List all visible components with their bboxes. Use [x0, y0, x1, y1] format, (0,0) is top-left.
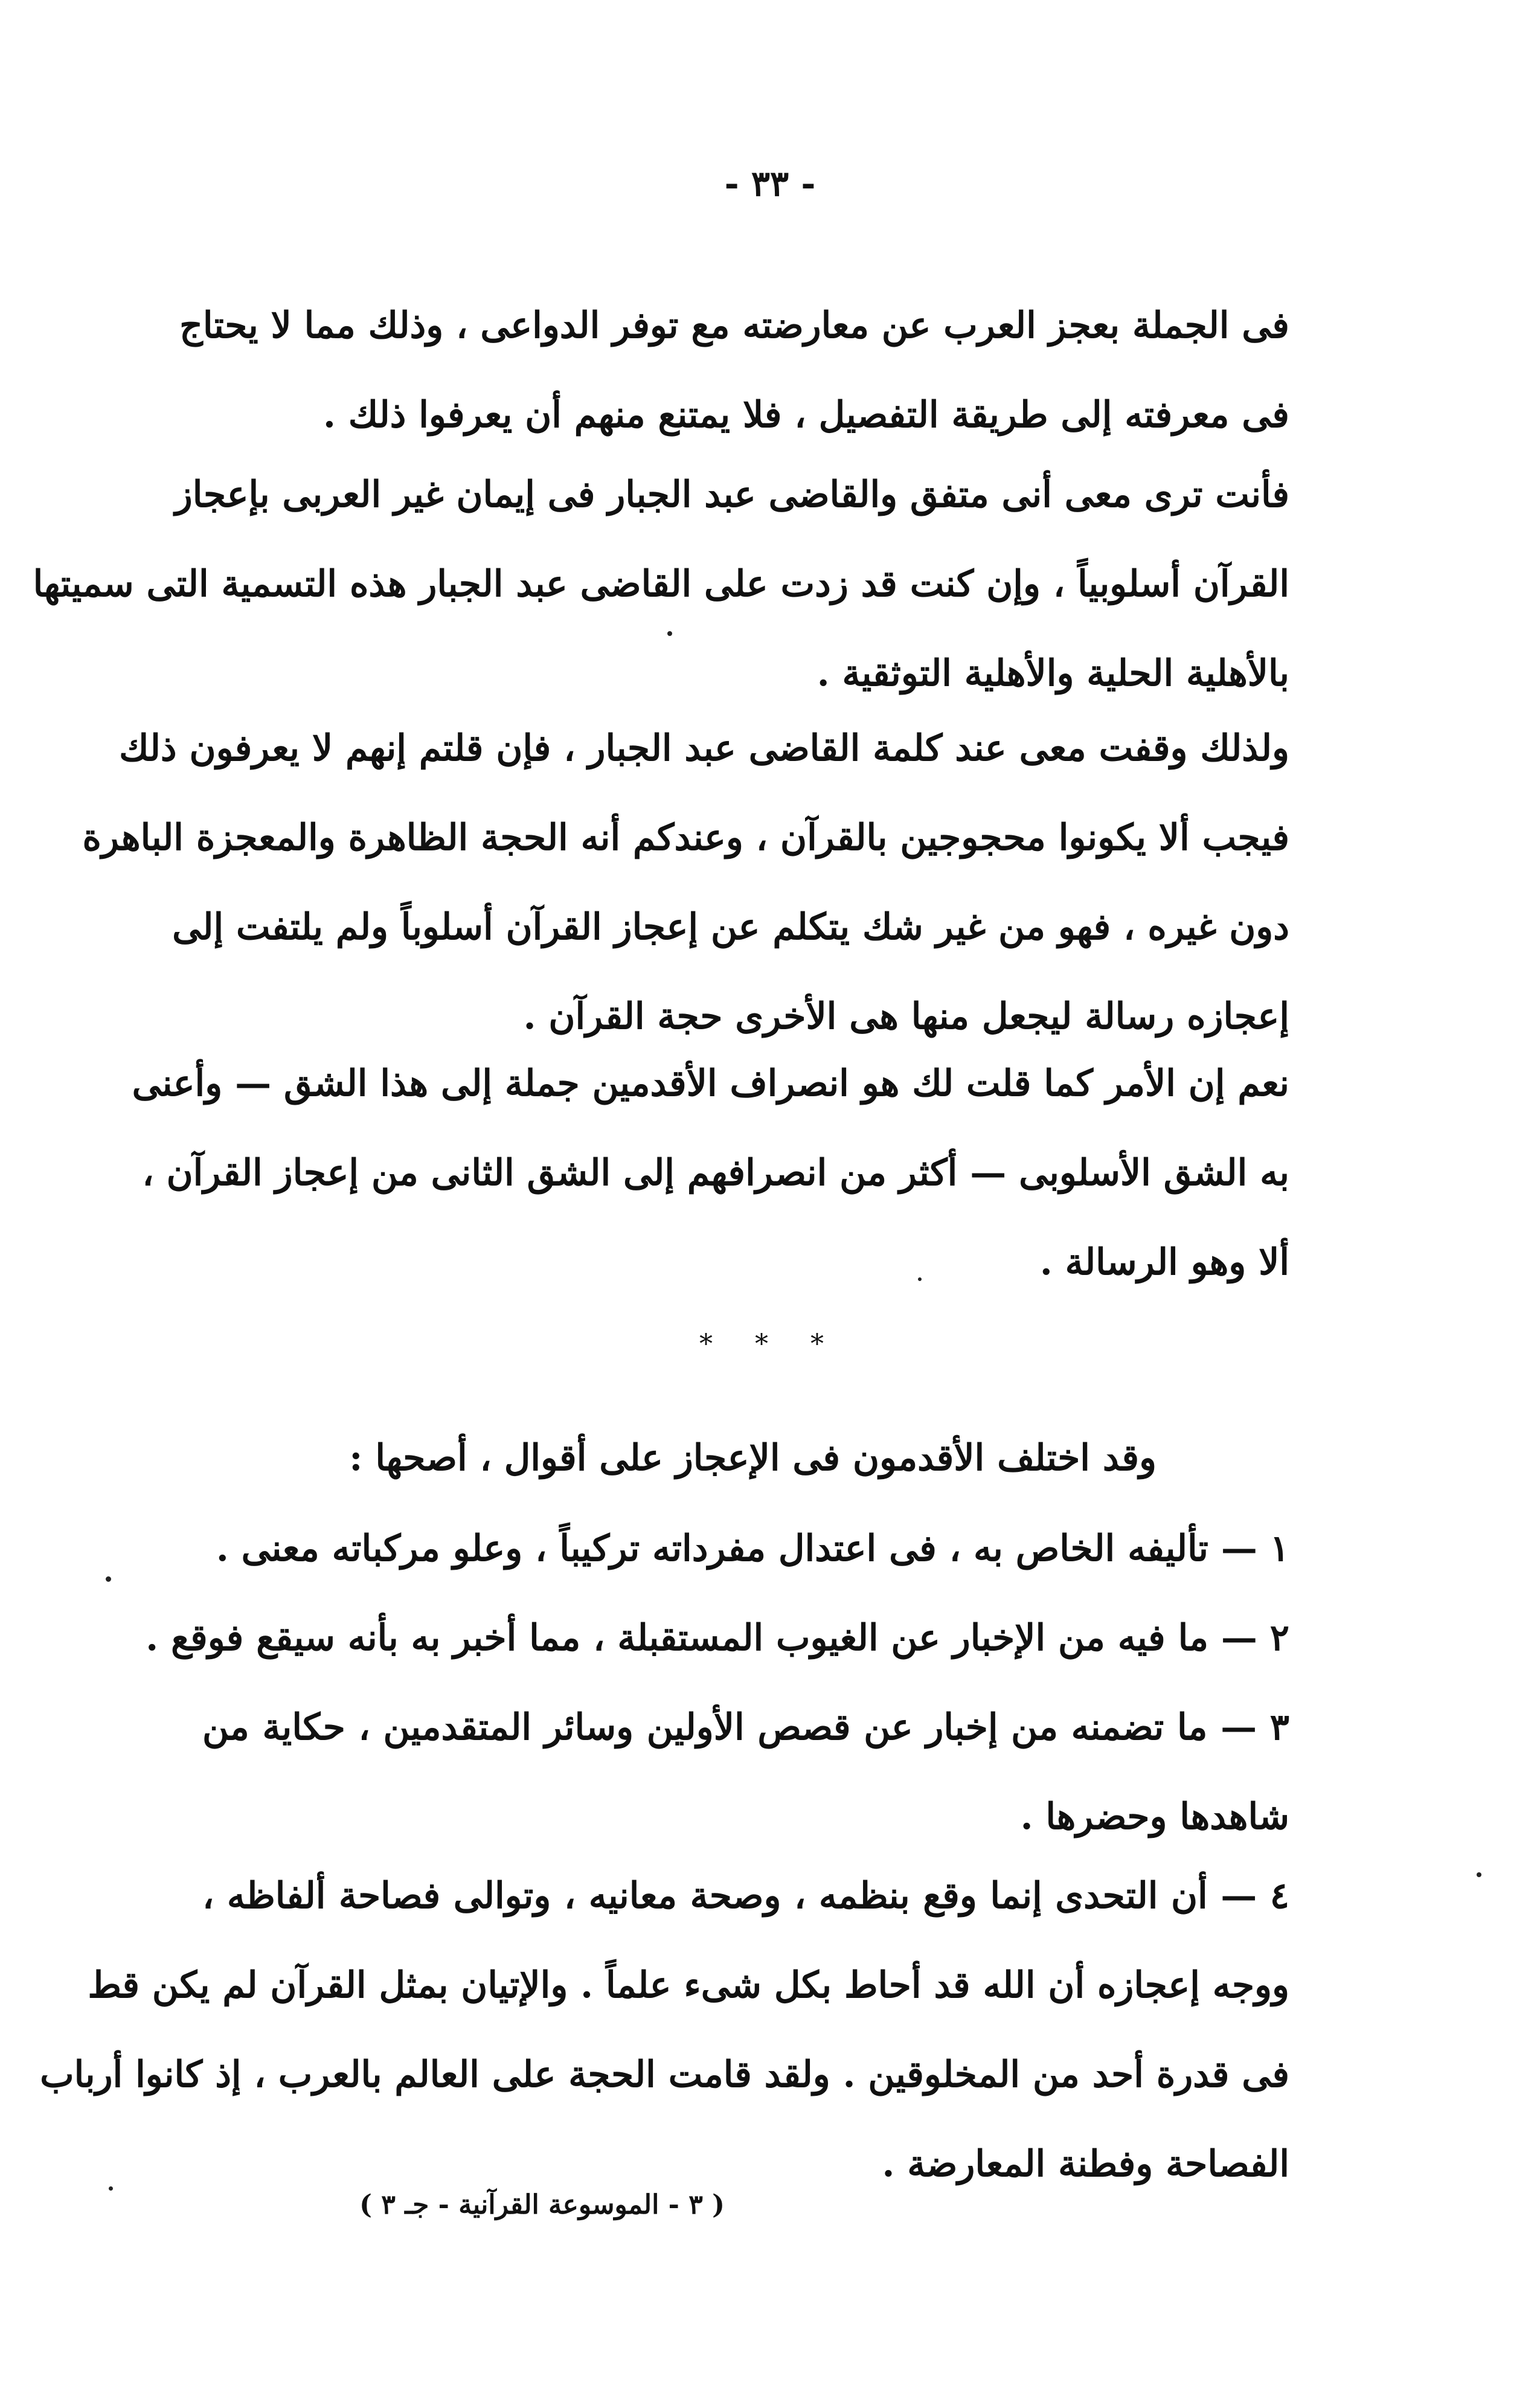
list-item	[40, 1851, 1289, 2209]
text-line: بالأهلية الحلية والأهلية التوثقية .	[817, 652, 1289, 695]
text-line: فيجب ألا يكونوا محجوجين بالقرآن ، وعندكم أنه الحجة الظاهرة والمعجزة الباهرة	[82, 817, 1289, 859]
paragraph	[179, 281, 1289, 460]
section-separator: * * *	[699, 1329, 841, 1360]
text-line: ولذلك وقفت معى عند كلمة القاضى عبد الجبار ، فإن قلتم إنهم لا يعرفون ذلك	[119, 727, 1289, 769]
text-line: القرآن أسلوبياً ، وإن كنت قد زدت على القاضى عبد الجبار هذه التسمية التى سميتها	[33, 563, 1289, 605]
paragraph	[82, 704, 1289, 1061]
list-item: ٣ — ما تضمنه من إخبار عن قصص الأولين وسائر المتقدمين ، حكاية من	[202, 1706, 1289, 1749]
list-item: ٢ — ما فيه من الإخبار عن الغيوب المستقبلة ، مما أخبر به بأنه سيقع فوقع .	[146, 1617, 1289, 1659]
scan-speck	[667, 631, 672, 636]
text-line: دون غيره ، فهو من غير شك يتكلم عن إعجاز القرآن أسلوباً ولم يلتفت إلى	[172, 906, 1289, 948]
scan-speck	[106, 1576, 111, 1582]
text-line: فأنت ترى معى أنى متفق والقاضى عبد الجبار فى إيمان غير العربى بإعجاز	[175, 474, 1289, 516]
scan-speck	[918, 1277, 922, 1281]
text-line: الفصاحة وفطنة المعارضة .	[882, 2143, 1289, 2185]
text-line: فى الجملة بعجز العرب عن معارضته مع توفر الدواعى ، وذلك مما لا يحتاج	[179, 304, 1289, 347]
page-footer: ( ٣ - الموسوعة القرآنية - جـ ٣ )	[359, 2189, 725, 2220]
scan-speck	[1477, 1872, 1481, 1877]
text-line: به الشق الأسلوبى — أكثر من انصرافهم إلى الشق الثانى من إعجاز القرآن ،	[142, 1152, 1289, 1194]
text-line: نعم إن الأمر كما قلت لك هو انصراف الأقدمين جملة إلى هذا الشق — وأعنى	[132, 1062, 1289, 1105]
text-line: إعجازه رسالة ليجعل منها هى الأخرى حجة القرآن .	[523, 995, 1289, 1038]
list-item-continuation: شاهدها وحضرها .	[1020, 1796, 1289, 1838]
text-line: ألا وهو الرسالة .	[1039, 1241, 1289, 1283]
list-intro	[202, 1413, 1289, 1503]
numbered-list	[146, 1504, 1289, 1861]
page-number: - ٣٣ -	[724, 163, 816, 204]
text-line: ٤ — أن التحدى إنما وقع بنظمه ، وصحة معانيه ، وتوالى فصاحة ألفاظه ،	[202, 1875, 1289, 1917]
paragraph	[33, 450, 1289, 718]
text-line: وقد اختلف الأقدمون فى الإعجاز على أقوال ، أصحها :	[349, 1437, 1157, 1479]
text-line: ووجه إعجازه أن الله قد أحاط بكل شىء علماً . والإتيان بمثل القرآن لم يكن قط	[88, 1964, 1289, 2006]
list-item: ١ — تأليفه الخاص به ، فى اعتدال مفرداته تركيباً ، وعلو مركباته معنى .	[216, 1527, 1289, 1570]
text-line: فى قدرة أحد من المخلوقين . ولقد قامت الحجة على العالم بالعرب ، إذ كانوا أرباب	[40, 2054, 1289, 2096]
text-line: فى معرفته إلى طريقة التفصيل ، فلا يمتنع منهم أن يعرفوا ذلك .	[322, 394, 1289, 436]
paragraph	[132, 1039, 1289, 1307]
scan-speck	[109, 2186, 113, 2191]
